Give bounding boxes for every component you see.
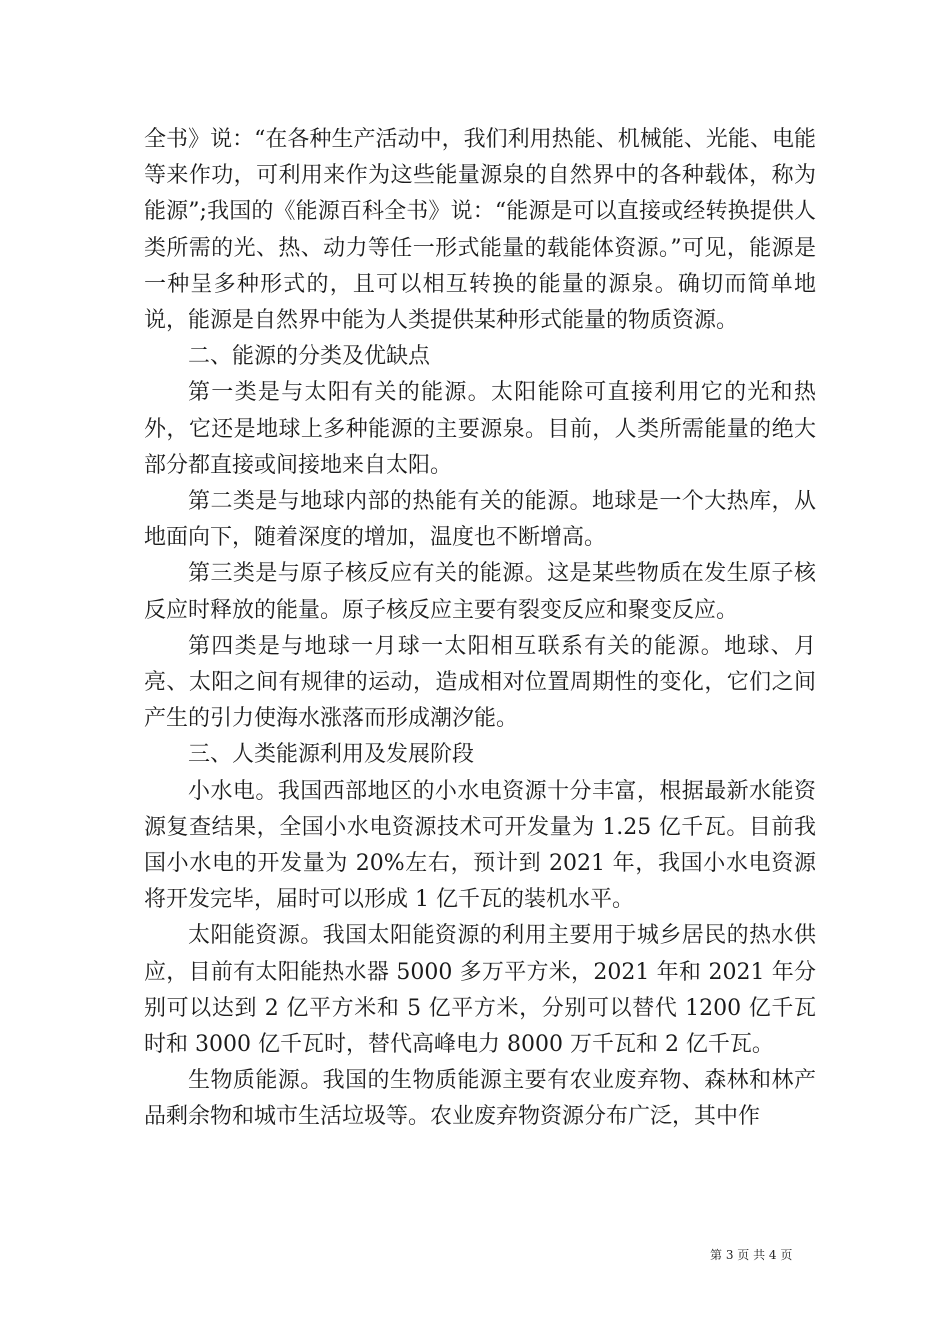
paragraph-biomass: 生物质能源。我国的生物质能源主要有农业废弃物、森林和林产品剩余物和城市生活垃圾等。农业废弃物资源分布广泛，其中作 bbox=[144, 1068, 816, 1130]
paragraph-tidal: 第四类是与地球一月球一太阳相互联系有关的能源。地球、月亮、太阳之间有规律的运动，造成相对位置周期性的变化，它们之间产生的引力使海水涨落而形成潮汐能。 bbox=[144, 633, 816, 732]
paragraph-definition: 全书》说：“在各种生产活动中，我们利用热能、机械能、光能、电能等来作功，可利用来作为这些能量源泉的自然界中的各种载体，称为能源”;我国的《能源百科全书》说：“能源是可以直接或经转换提供人类所需的光、热、动力等任一形式能量的载能体资源。”可见，能源是一种呈多种形式的，且可以相互转换的能量的源泉。确切而简单地说，能源是自然界中能为人类提供某种形式能量的物质资源。 bbox=[144, 127, 816, 334]
body-text bbox=[144, 122, 816, 1136]
paragraph-geothermal: 第二类是与地球内部的热能有关的能源。地球是一个大热库，从地面向下，随着深度的增加，温度也不断增高。 bbox=[144, 489, 816, 551]
paragraph-nuclear: 第三类是与原子核反应有关的能源。这是某些物质在发生原子核反应时释放的能量。原子核反应主要有裂变反应和聚变反应。 bbox=[144, 561, 816, 623]
paragraph-small-hydro: 小水电。我国西部地区的小水电资源十分丰富，根据最新水能资源复查结果，全国小水电资源技术可开发量为 1.25 亿千瓦。目前我国小水电的开发量为 20%左右，预计到 2021 年，我国小水电资源将开发完毕，届时可以形成 1 亿千瓦的装机水平。 bbox=[144, 778, 816, 913]
paragraph-solar-related: 第一类是与太阳有关的能源。太阳能除可直接利用它的光和热外，它还是地球上多种能源的主要源泉。目前，人类所需能量的绝大部分都直接或间接地来自太阳。 bbox=[144, 380, 816, 478]
section-heading-classification: 二、能源的分类及优缺点 bbox=[188, 344, 431, 370]
paragraph-solar-resources: 太阳能资源。我国太阳能资源的利用主要用于城乡居民的热水供应，目前有太阳能热水器 5000 多万平方米，2021 年和 2021 年分别可以达到 2 亿平方米和 5 亿平方米，分别可以替代 1200 亿千瓦时和 3000 亿千瓦时，替代高峰电力 8000 万千瓦和 2 亿千瓦。 bbox=[144, 923, 816, 1058]
page-number: 第 3 页 共 4 页 bbox=[710, 1248, 793, 1262]
section-heading-development: 三、人类能源利用及发展阶段 bbox=[188, 742, 475, 768]
